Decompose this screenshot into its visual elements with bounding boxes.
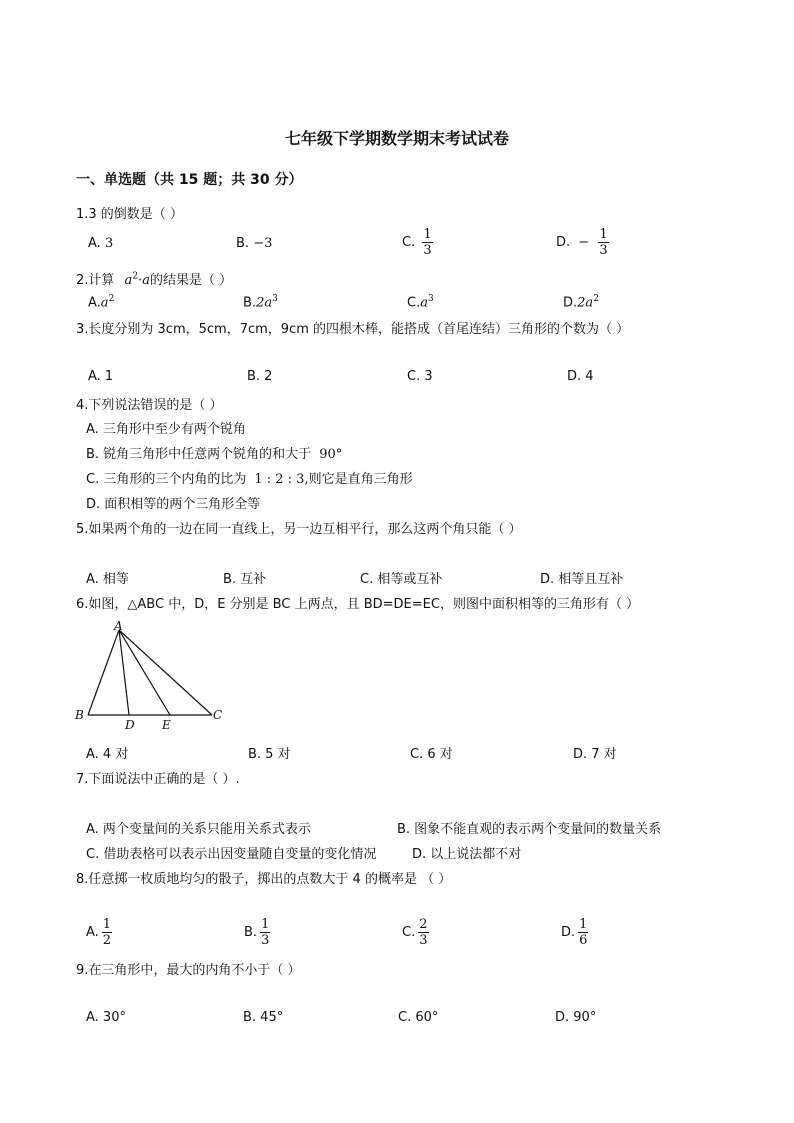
q8-option-a[interactable]: A. $\frac{1}{2}$ <box>86 917 112 948</box>
question-9-stem: 9.在三角形中，最大的内角不小于（ ） <box>76 963 301 978</box>
q1-option-a[interactable] <box>88 236 113 251</box>
fraction: $\frac{1}{2}$ <box>102 917 112 948</box>
q5-option-d[interactable]: D. 相等且互补 <box>540 572 624 587</box>
q9-option-c[interactable]: C. 60° <box>398 1010 439 1025</box>
option-letter: B. <box>236 236 250 251</box>
q5-option-b[interactable]: B. 互补 <box>223 572 267 587</box>
exam-title: 七年级下学期数学期末考试试卷 <box>284 129 509 148</box>
question-4-stem: 4.下列说法错误的是（ ） <box>76 398 223 413</box>
q9-option-a[interactable]: A. 30° <box>86 1010 126 1025</box>
option-letter: D. <box>556 235 571 250</box>
q3-option-c[interactable]: C. 3 <box>407 369 433 384</box>
vertex-label-c: C <box>213 708 223 722</box>
q9-option-d[interactable]: D. 90° <box>555 1010 597 1025</box>
point-label-e: E <box>162 718 171 732</box>
fraction: $\frac{1}{3}$ <box>261 917 270 948</box>
q2-option-d[interactable]: $D.2a^2$ <box>563 294 599 311</box>
q3-option-b[interactable]: B. 2 <box>247 369 273 384</box>
q1-option-d[interactable] <box>556 228 609 257</box>
segment-ae <box>119 630 170 715</box>
q7-option-a[interactable]: A. 两个变量间的关系只能用关系式表示 <box>86 822 311 837</box>
fraction: $\frac{2}{3}$ <box>419 917 428 948</box>
q5-option-c[interactable]: C. 相等或互补 <box>360 572 443 587</box>
q7-option-d[interactable]: D. 以上说法都不对 <box>412 847 522 862</box>
option-value: −3 <box>253 236 273 251</box>
q6-option-c[interactable]: C. 6 对 <box>410 747 453 762</box>
triangle-figure <box>74 618 234 734</box>
q4-option-d[interactable]: D. 面积相等的两个三角形全等 <box>86 497 261 512</box>
question-1-stem: 1.3 的倒数是（ ） <box>76 207 183 222</box>
q6-option-b[interactable]: B. 5 对 <box>248 747 291 762</box>
fraction: $\frac{1}{3}$ <box>423 227 432 258</box>
q3-option-d[interactable]: D. 4 <box>567 369 594 384</box>
question-3-stem: 3.长度分别为 3cm，5cm，7cm，9cm 的四根木棒，能搭成（首尾连结）三角形的个数为（ ） <box>76 322 630 337</box>
q1-option-b[interactable] <box>236 236 272 251</box>
segment-ad <box>119 630 129 715</box>
q4-option-b[interactable]: B. 锐角三角形中任意两个锐角的和大于 90° <box>86 447 343 462</box>
q5-option-a[interactable]: A. 相等 <box>86 572 129 587</box>
q7-option-c[interactable]: C. 借助表格可以表示出因变量随自变量的变化情况 <box>86 847 377 862</box>
point-label-d: D <box>125 718 135 732</box>
fraction: $\frac{1}{6}$ <box>579 917 588 948</box>
q2-option-c[interactable]: $C.a^3$ <box>407 294 434 311</box>
question-6-stem: 6.如图，△ABC 中，D，E 分别是 BC 上两点，且 BD=DE=EC，则图中面积相等的三角形有（ ） <box>76 597 640 612</box>
q2-option-a[interactable]: $A.a^2$ <box>88 294 115 311</box>
q4-option-c[interactable]: C. 三角形的三个内角的比为 1 : 2 : 3,则它是直角三角形 <box>86 472 413 487</box>
q9-option-b[interactable]: B. 45° <box>243 1010 284 1025</box>
q3-option-a[interactable]: A. 1 <box>88 369 114 384</box>
question-7-stem: 7.下面说法中正确的是（ ）. <box>76 772 240 787</box>
q1-option-c[interactable] <box>402 228 433 257</box>
q4-option-a[interactable]: A. 三角形中至少有两个锐角 <box>86 422 246 437</box>
q6-option-a[interactable]: A. 4 对 <box>86 747 129 762</box>
minus-sign: − <box>578 235 590 250</box>
q6-option-d[interactable]: D. 7 对 <box>573 747 617 762</box>
side-ab <box>88 630 119 715</box>
question-2-stem: 2.计算 $a^2\cdot a$的结果是（ ） <box>76 271 233 288</box>
q2-option-b[interactable]: $B.2a^3$ <box>243 294 278 311</box>
question-5-stem: 5.如果两个角的一边在同一直线上，另一边互相平行，那么这两个角只能（ ） <box>76 522 522 537</box>
q8-option-b[interactable]: B. $\frac{1}{3}$ <box>244 917 270 948</box>
vertex-label-b: B <box>75 708 84 722</box>
option-letter: A. <box>88 236 101 251</box>
option-value: 3 <box>104 236 114 251</box>
side-ac <box>119 630 212 715</box>
section-heading: 一、单选题（共 15 题；共 30 分） <box>76 172 303 188</box>
q8-option-d[interactable]: D. $\frac{1}{6}$ <box>561 917 588 948</box>
fraction: $\frac{1}{3}$ <box>599 227 608 258</box>
q8-option-c[interactable]: C. $\frac{2}{3}$ <box>402 917 428 948</box>
q7-option-b[interactable]: B. 图象不能直观的表示两个变量间的数量关系 <box>397 822 662 837</box>
question-8-stem: 8.任意掷一枚质地均匀的骰子，掷出的点数大于 4 的概率是 （ ） <box>76 872 452 887</box>
vertex-label-a: A <box>114 619 123 633</box>
option-letter: C. <box>402 235 416 250</box>
